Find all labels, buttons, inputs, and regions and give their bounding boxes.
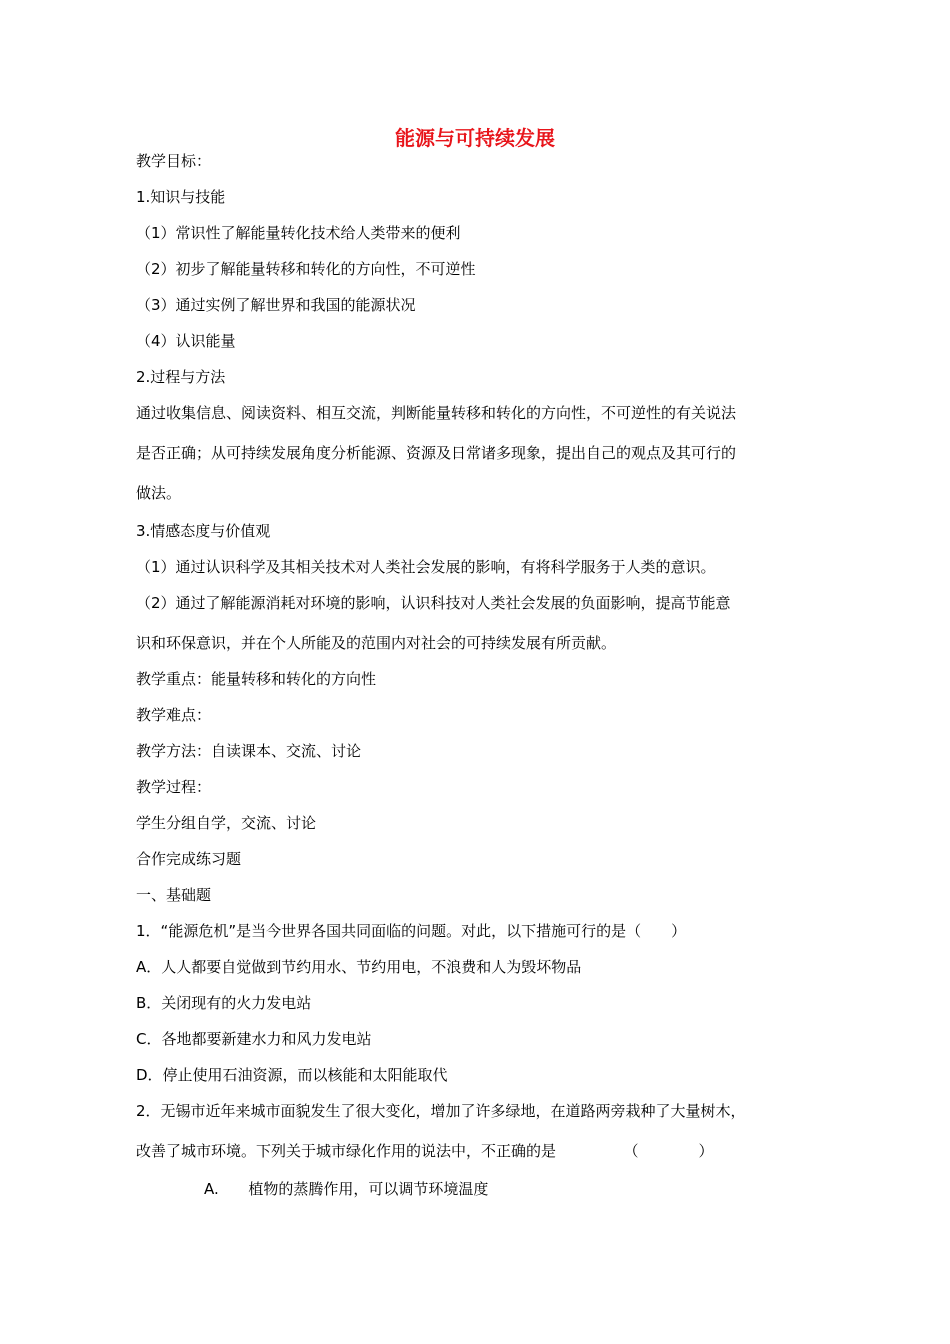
text-line: （3）通过实例了解世界和我国的能源状况 <box>136 296 416 314</box>
text-line: 教学过程： <box>136 778 212 796</box>
question-1: 1．“能源危机”是当今世界各国共同面临的问题。对此，以下措施可行的是（ ） <box>136 922 687 940</box>
text-line: 教学重点：能量转移和转化的方向性 <box>136 670 377 688</box>
text-line: （1）通过认识科学及其相关技术对人类社会发展的影响，有将科学服务于人类的意识。 <box>136 558 716 576</box>
text-line: 是否正确；从可持续发展角度分析能源、资源及日常诸多现象，提出自己的观点及其可行的 <box>136 444 737 462</box>
question-2-cont: 改善了城市环境。下列关于城市绿化作用的说法中，不正确的是 （ ） <box>136 1142 714 1160</box>
text-line: 通过收集信息、阅读资料、相互交流，判断能量转移和转化的方向性，不可逆性的有关说法 <box>136 404 737 422</box>
text-line: 教学方法：自读课本、交流、讨论 <box>136 742 362 760</box>
option-line: B．关闭现有的火力发电站 <box>136 994 312 1012</box>
text-line: （4）认识能量 <box>136 332 236 350</box>
option-text: 植物的蒸腾作用，可以调节环境温度 <box>248 1180 489 1198</box>
option-line: D．停止使用石油资源，而以核能和太阳能取代 <box>136 1066 448 1084</box>
text-line: 教学目标： <box>136 152 212 170</box>
text-line: 合作完成练习题 <box>136 850 242 868</box>
text-line: 识和环保意识，并在个人所能及的范围内对社会的可持续发展有所贡献。 <box>136 634 617 652</box>
text-line: 1.知识与技能 <box>136 188 226 206</box>
option-line: C．各地都要新建水力和风力发电站 <box>136 1030 372 1048</box>
text-line: 教学难点： <box>136 706 212 724</box>
option-line: A．人人都要自觉做到节约用水、节约用电，不浪费和人为毁坏物品 <box>136 958 582 976</box>
question-2: 2．无锡市近年来城市面貌发生了很大变化，增加了许多绿地，在道路两旁栽种了大量树木， <box>136 1102 746 1120</box>
text-line: （2）初步了解能量转移和转化的方向性，不可逆性 <box>136 260 476 278</box>
option-a-line <box>204 1178 488 1200</box>
text-line: （1）常识性了解能量转化技术给人类带来的便利 <box>136 224 461 242</box>
section-heading: 一、基础题 <box>136 886 212 904</box>
text-line: （2）通过了解能源消耗对环境的影响，认识科技对人类社会发展的负面影响，提高节能意 <box>136 594 731 612</box>
text-line: 2.过程与方法 <box>136 368 226 386</box>
option-letter: A. <box>204 1180 219 1198</box>
text-line: 3.情感态度与价值观 <box>136 522 271 540</box>
document-title: 能源与可持续发展 <box>395 126 555 150</box>
text-line: 学生分组自学，交流、讨论 <box>136 814 317 832</box>
text-line: 做法。 <box>136 484 182 502</box>
